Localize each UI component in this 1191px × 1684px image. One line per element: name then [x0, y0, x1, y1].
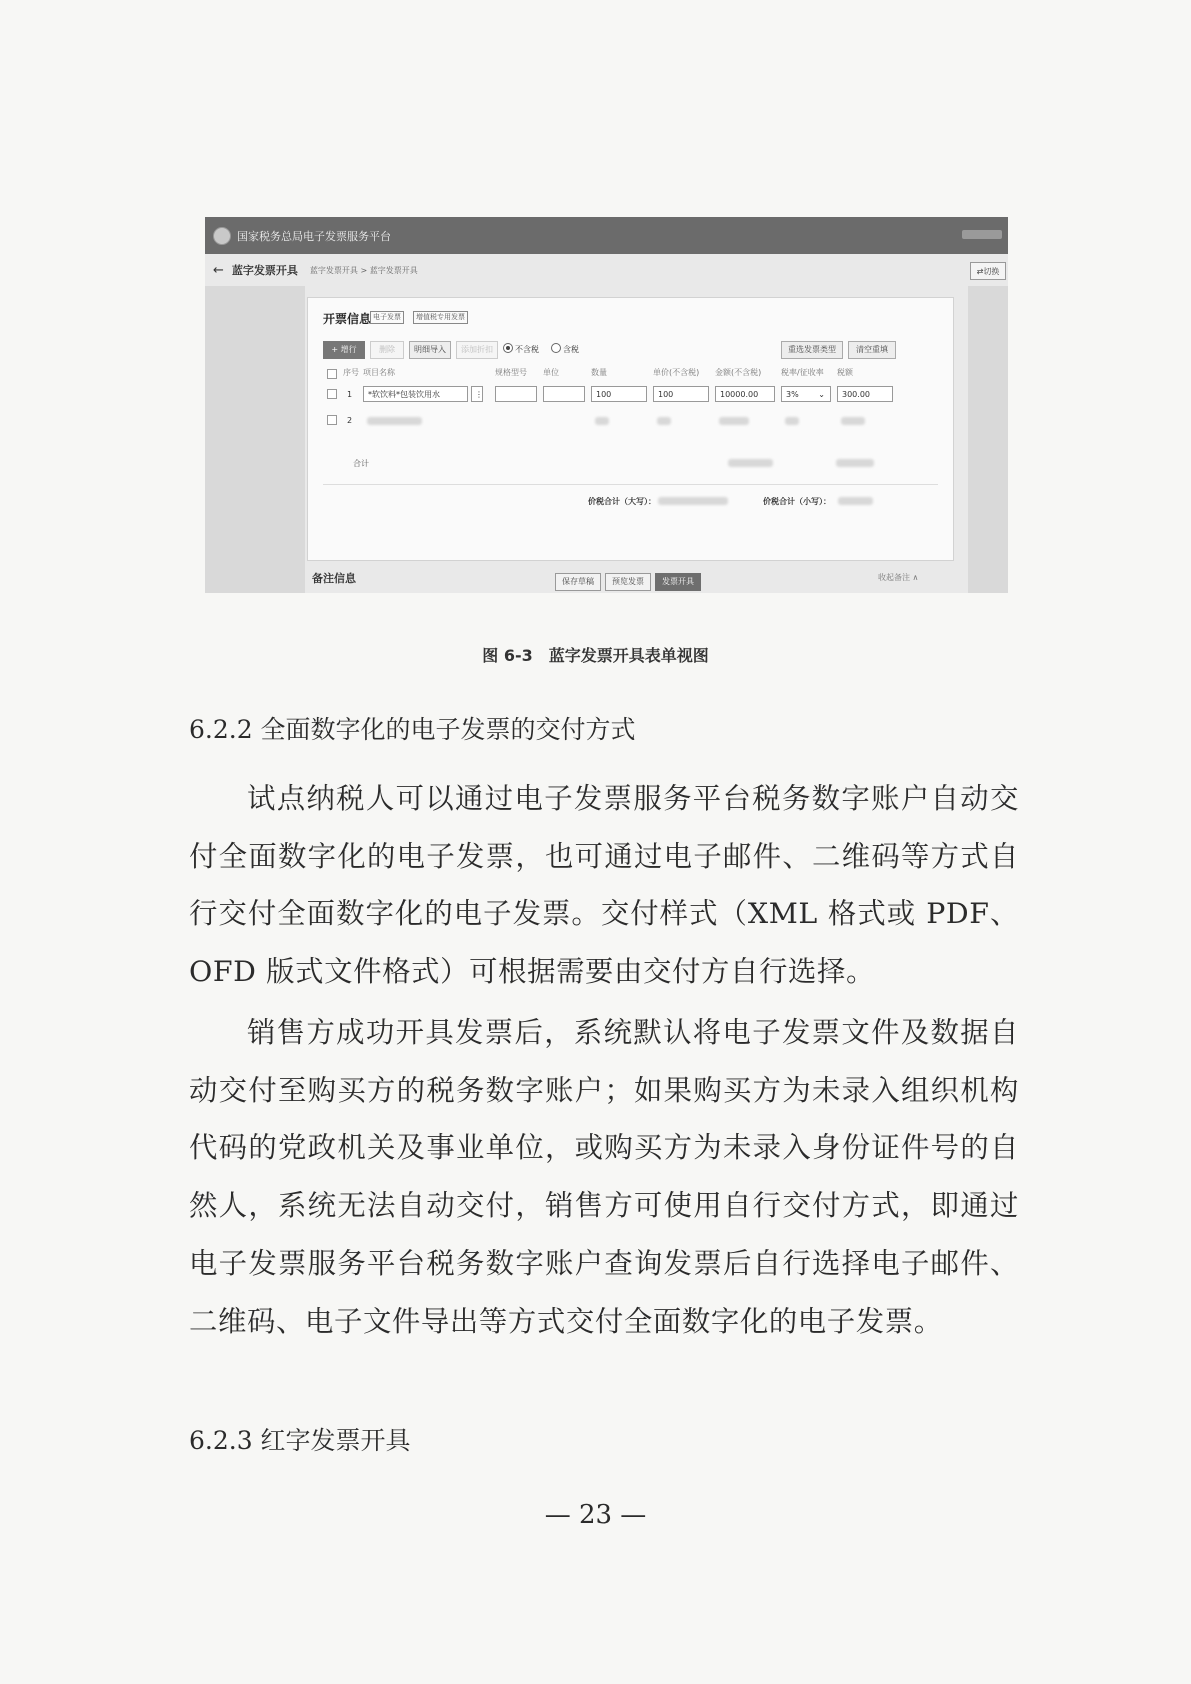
page-number: — 23 — [544, 1500, 647, 1530]
tag-electronic: 电子发票 [370, 311, 404, 324]
col-price: 单价(不含税) [653, 368, 700, 377]
table-header [323, 367, 943, 381]
blurred-total-amount [728, 459, 773, 467]
blurred-total-tax [836, 459, 874, 467]
paragraph-2: 销售方成功开具发票后，系统默认将电子发票文件及数据自动交付至购买方的税务数字账户；如果购买方为未录入组织机构代码的党政机关及事业单位，或购买方为未录入身份证件号的自然人，系统无法自动交付，销售方可使用自行交付方式，即通过电子发票服务平台税务数字账户查询发票后自行选择电子邮件、二维码、电子文件导出等方式交付全面数字化的电子发票。 [189, 1016, 1019, 1338]
col-spec: 规格型号 [495, 368, 527, 377]
preview-button[interactable]: 预览发票 [605, 573, 651, 591]
add-discount-button[interactable]: 添加折扣 [456, 341, 498, 359]
table-row [323, 382, 943, 406]
card-title: 开票信息 [323, 312, 372, 326]
figure-screenshot [205, 217, 1008, 593]
amount-field[interactable]: 10000.00 [715, 386, 775, 402]
figure-caption: 图 6-3 蓝字发票开具表单视图 [482, 646, 709, 665]
platform-header [205, 217, 1008, 254]
tax-included-radio[interactable] [551, 343, 579, 355]
price-field[interactable]: 100 [653, 386, 709, 402]
blurred-cell [657, 417, 671, 425]
col-name: 项目名称 [363, 368, 395, 377]
col-tax: 税额 [837, 368, 853, 377]
back-arrow-icon[interactable]: ← [213, 262, 224, 278]
clear-button[interactable]: 清空重填 [848, 341, 896, 359]
detail-import-button[interactable]: 明细导入 [409, 341, 451, 359]
tax-field[interactable]: 300.00 [837, 386, 893, 402]
col-no: 序号 [343, 368, 359, 377]
row-no: 1 [347, 390, 353, 399]
user-info [962, 230, 1002, 239]
issue-invoice-button[interactable]: 发票开具 [655, 573, 701, 591]
unit-field[interactable] [543, 386, 585, 402]
right-sidebar [968, 286, 1008, 593]
paragraph-1: 试点纳税人可以通过电子发票服务平台税务数字账户自动交付全面数字化的电子发票，也可通过电子邮件、二维码等方式自行交付全面数字化的电子发票。交付样式（XML 格式或 PDF、OFD 版式文件格式）可根据需要由交付方自行选择。 [189, 782, 1019, 989]
invoice-toolbar [323, 341, 943, 359]
switch-button[interactable]: ⇄ 切换 [970, 262, 1006, 280]
section-heading-623: 6.2.3 红字发票开具 [189, 1426, 411, 1455]
blurred-cell [367, 417, 422, 425]
section-heading-622: 6.2.2 全面数字化的电子发票的交付方式 [189, 715, 636, 744]
blurred-cell [785, 417, 799, 425]
tax-included-label: 含税 [563, 345, 579, 354]
tax-excluded-radio[interactable] [503, 343, 539, 355]
remark-title: 备注信息 [312, 572, 356, 585]
table-row [323, 408, 943, 432]
save-draft-button[interactable]: 保存草稿 [555, 573, 601, 591]
platform-title: 国家税务总局电子发票服务平台 [237, 229, 391, 243]
rate-select[interactable] [781, 386, 831, 402]
total-label: 合计 [353, 459, 369, 468]
total-lower-label: 价税合计（小写）： [763, 497, 831, 506]
left-sidebar [205, 286, 305, 593]
row-checkbox[interactable] [327, 415, 337, 425]
qty-field[interactable]: 100 [591, 386, 647, 402]
add-row-button[interactable]: + 增行 [323, 341, 365, 359]
blurred-cell [595, 417, 609, 425]
row-checkbox[interactable] [327, 389, 337, 399]
blurred-total-lower [838, 497, 873, 505]
select-all-checkbox[interactable] [327, 369, 337, 379]
col-amount: 金额(不含税) [715, 368, 762, 377]
remark-toggle[interactable]: 收起备注 ∧ [878, 573, 919, 582]
breadcrumb: 蓝字发票开具 > 蓝字发票开具 [309, 265, 418, 275]
rate-value: 3% [786, 390, 799, 399]
total-upper-label: 价税合计（大写）： [588, 497, 656, 506]
emblem-icon [213, 227, 231, 245]
blurred-cell [719, 417, 749, 425]
tax-excluded-label: 不含税 [515, 345, 539, 354]
nav-title: 蓝字发票开具 [231, 264, 298, 277]
blurred-cell [841, 417, 865, 425]
reselect-type-button[interactable]: 重选发票类型 [781, 341, 843, 359]
spec-field[interactable] [495, 386, 537, 402]
col-qty: 数量 [591, 368, 607, 377]
col-rate: 税率/征收率 [781, 368, 824, 377]
invoice-info-card [307, 297, 954, 561]
divider [323, 484, 938, 485]
item-picker-button[interactable]: ⋮ [471, 386, 483, 402]
item-name-field[interactable]: *软饮料*包装饮用水 [363, 386, 468, 402]
blurred-total-upper [658, 497, 728, 505]
col-unit: 单位 [543, 368, 559, 377]
chevron-down-icon: ⌄ [818, 390, 825, 399]
delete-button[interactable]: 删除 [370, 341, 404, 359]
switch-label: 切换 [983, 266, 1000, 276]
tag-vat-special: 增值税专用发票 [413, 311, 468, 324]
row-no: 2 [347, 416, 353, 425]
page-nav [205, 254, 1008, 286]
